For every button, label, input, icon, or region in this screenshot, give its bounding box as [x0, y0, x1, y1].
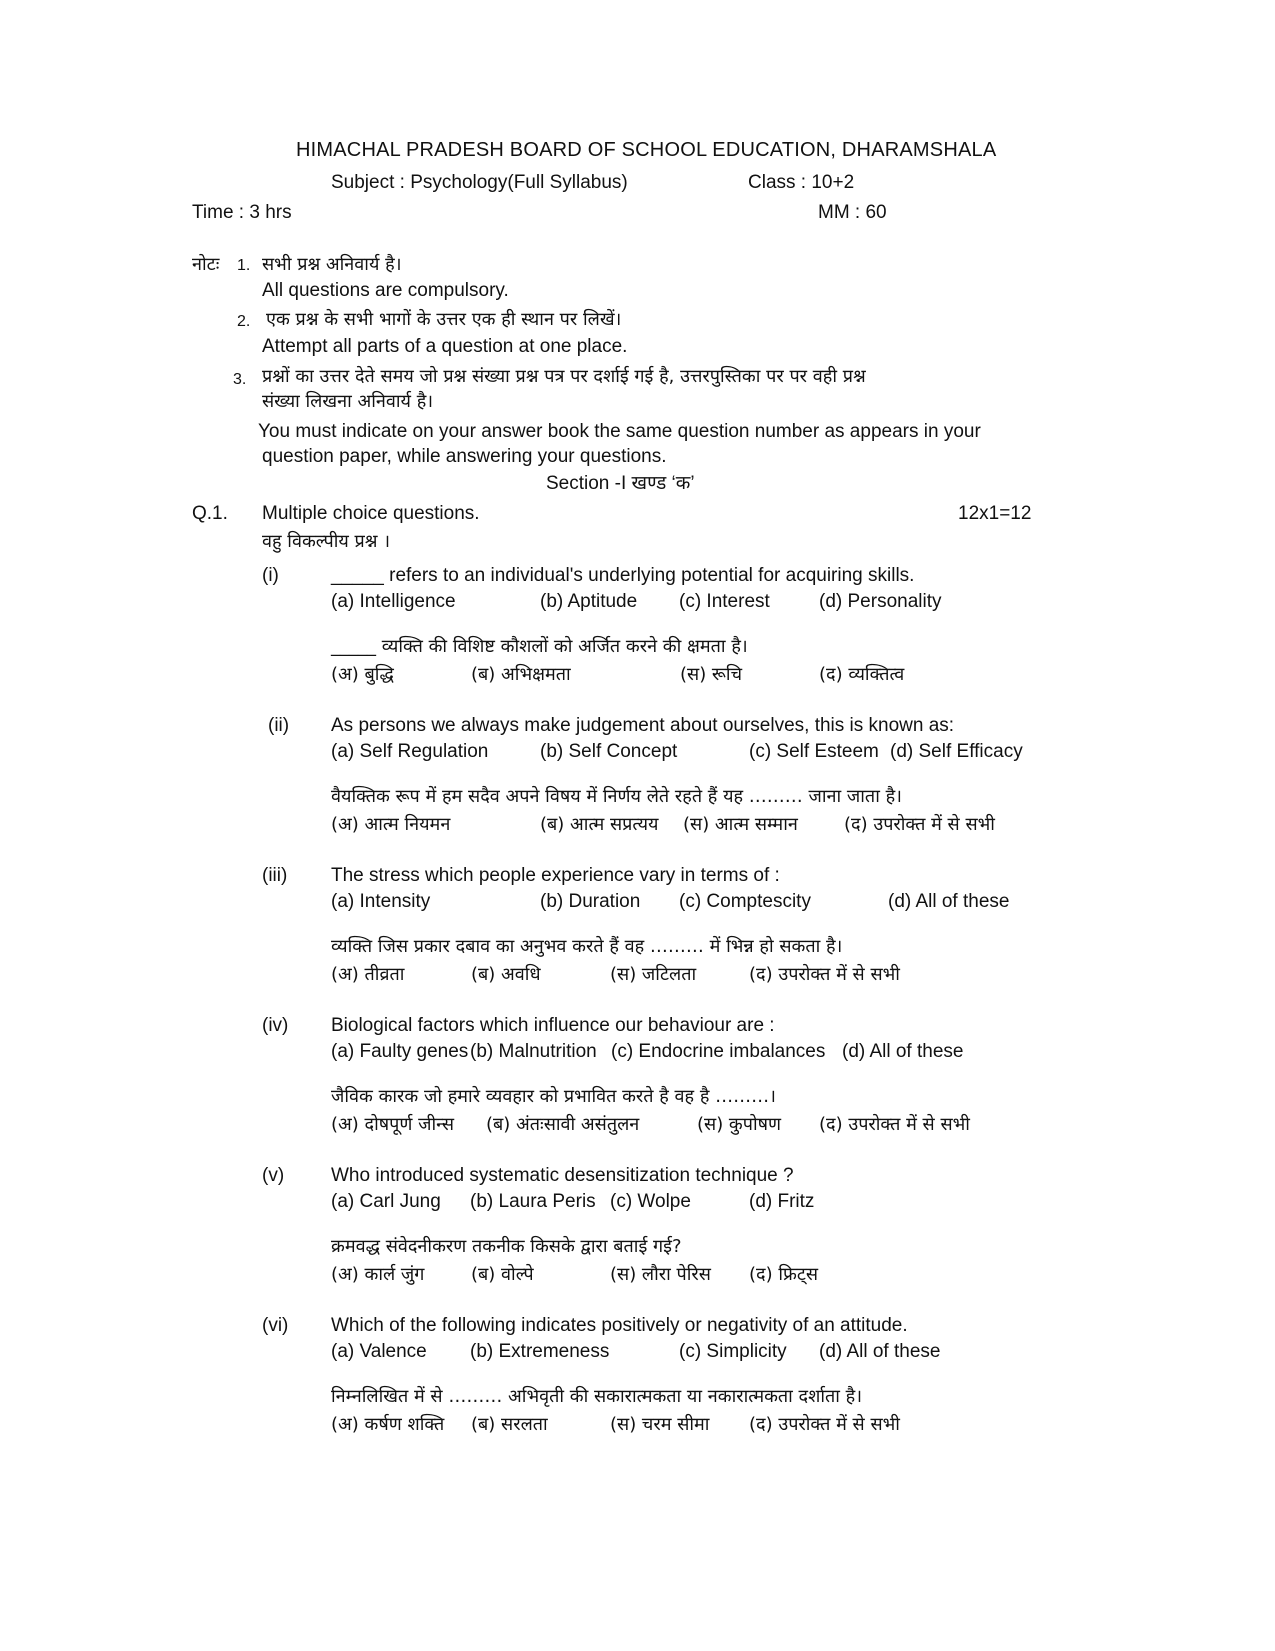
note-text-english: Attempt all parts of a question at one place. — [262, 336, 628, 357]
option-hindi: (द) उपरोक्त में से सभी — [749, 1414, 900, 1435]
option: (b) Aptitude — [540, 591, 638, 612]
part-number: (ii) — [268, 715, 290, 736]
board-title: HIMACHAL PRADESH BOARD OF SCHOOL EDUCATION, DHARAMSHALA — [296, 139, 997, 161]
option: (b) Extremeness — [470, 1341, 610, 1362]
option-hindi: (ब) आत्म सप्रत्यय — [540, 814, 659, 835]
note-text-hindi: सभी प्रश्न अनिवार्य है। — [262, 254, 402, 275]
question-text-hindi: निम्नलिखित में से ……… अभिवृती की सकारात्मकता या नकारात्मकता दर्शाता है। — [331, 1386, 863, 1407]
option-hindi: (अ) दोषपूर्ण जीन्स — [331, 1114, 455, 1135]
option-hindi: (स) रूचि — [680, 664, 743, 685]
option-hindi: (ब) अभिक्षमता — [471, 664, 571, 685]
question-number: Q.1. — [192, 503, 228, 524]
option-hindi: (ब) सरलता — [471, 1414, 548, 1435]
option-hindi: (अ) तीव्रता — [331, 964, 405, 985]
option: (a) Self Regulation — [331, 741, 489, 762]
option-hindi: (स) चरम सीमा — [610, 1414, 710, 1435]
notes-label: नोटः — [192, 254, 220, 275]
question-text: Which of the following indicates positively or negativity of an attitude. — [331, 1315, 908, 1336]
option-hindi: (अ) आत्म नियमन — [331, 814, 451, 835]
option: (c) Simplicity — [679, 1341, 787, 1362]
option: (a) Faulty genes — [331, 1041, 469, 1062]
question-text-hindi: वैयक्तिक रूप में हम सदैव अपने विषय में निर्णय लेते रहते हैं यह ……… जाना जाता है। — [331, 786, 902, 807]
question-title: Multiple choice questions. — [262, 503, 480, 524]
part-number: (iv) — [262, 1015, 289, 1036]
part-number: (v) — [262, 1165, 285, 1186]
class-label: Class : 10+2 — [748, 172, 855, 193]
option: (a) Intelligence — [331, 591, 456, 612]
note-text-english: question paper, while answering your questions. — [262, 446, 667, 467]
question-text-hindi: जैविक कारक जो हमारे व्यवहार को प्रभावित करते है वह है ………। — [331, 1086, 776, 1107]
question-text: Biological factors which influence our behaviour are : — [331, 1015, 775, 1036]
option: (d) All of these — [888, 891, 1010, 912]
option-hindi: (द) उपरोक्त में से सभी — [844, 814, 995, 835]
question-text: As persons we always make judgement about ourselves, this is known as: — [331, 715, 955, 736]
note-text-hindi: एक प्रश्न के सभी भागों के उत्तर एक ही स्थान पर लिखें। — [266, 309, 622, 330]
part-number: (iii) — [262, 865, 288, 886]
option-hindi: (द) फ्रिट्स — [749, 1264, 819, 1285]
option: (b) Duration — [540, 891, 641, 912]
option-hindi: (ब) अंतःसावी असंतुलन — [486, 1114, 640, 1135]
option-hindi: (स) आत्म सम्मान — [683, 814, 798, 835]
option: (c) Self Esteem — [749, 741, 879, 762]
option-hindi: (द) व्यक्तित्व — [819, 664, 905, 685]
option-hindi: (स) लौरा पेरिस — [610, 1264, 711, 1285]
option-hindi: (अ) बुद्धि — [331, 664, 394, 685]
option-hindi: (ब) अवधि — [471, 964, 541, 985]
part-number: (i) — [262, 565, 279, 586]
option: (c) Wolpe — [610, 1191, 691, 1212]
option: (d) Fritz — [749, 1191, 815, 1212]
question-text-hindi: क्रमवद्ध संवेदनीकरण तकनीक किसके द्वारा बताई गई? — [331, 1236, 682, 1257]
note-number: 3. — [233, 371, 247, 388]
note-text-hindi: संख्या लिखना अनिवार्य है। — [262, 391, 434, 412]
option-hindi: (स) जटिलता — [610, 964, 697, 985]
question-text-hindi: व्यक्ति जिस प्रकार दबाव का अनुभव करते हैं वह ……… में भिन्न हो सकता है। — [331, 936, 843, 957]
option: (b) Laura Peris — [470, 1191, 596, 1212]
time-label: Time : 3 hrs — [192, 202, 292, 223]
note-number: 2. — [237, 313, 251, 330]
option-hindi: (द) उपरोक्त में से सभी — [749, 964, 900, 985]
note-text-english: All questions are compulsory. — [262, 280, 509, 301]
option: (b) Self Concept — [540, 741, 678, 762]
question-text: _____ refers to an individual's underlying potential for acquiring skills. — [331, 565, 915, 586]
option: (d) All of these — [842, 1041, 964, 1062]
option-hindi: (अ) कार्ल जुंग — [331, 1264, 425, 1285]
subject-label: Subject : Psychology(Full Syllabus) — [331, 172, 628, 193]
question-title-hindi: वहु विकल्पीय प्रश्न । — [262, 531, 391, 552]
note-number: 1. — [237, 257, 251, 274]
question-marks: 12x1=12 — [958, 503, 1032, 524]
part-number: (vi) — [262, 1315, 289, 1336]
option: (c) Endocrine imbalances — [611, 1041, 826, 1062]
option: (a) Intensity — [331, 891, 431, 912]
option: (c) Comptescity — [679, 891, 811, 912]
option-hindi: (अ) कर्षण शक्ति — [331, 1414, 445, 1435]
question-text-hindi: _____ व्यक्ति की विशिष्ट कौशलों को अर्जित करने की क्षमता है। — [331, 636, 748, 657]
section-heading: Section -I खण्ड ‘क’ — [546, 473, 695, 494]
option: (d) All of these — [819, 1341, 941, 1362]
question-text: Who introduced systematic desensitization technique ? — [331, 1165, 794, 1186]
option: (a) Valence — [331, 1341, 427, 1362]
question-text: The stress which people experience vary in terms of : — [331, 865, 780, 886]
option: (b) Malnutrition — [470, 1041, 597, 1062]
option-hindi: (स) कुपोषण — [697, 1114, 782, 1135]
note-text-hindi: प्रश्नों का उत्तर देते समय जो प्रश्न संख्या प्रश्न पत्र पर दर्शाई गई है, उत्तरपुस्तिका पर पर वही प्रश्न — [262, 366, 866, 387]
option-hindi: (द) उपरोक्त में से सभी — [819, 1114, 970, 1135]
max-marks-label: MM : 60 — [818, 202, 887, 223]
option: (d) Personality — [819, 591, 942, 612]
option: (d) Self Efficacy — [890, 741, 1023, 762]
option-hindi: (ब) वोल्पे — [471, 1264, 534, 1285]
note-text-english: You must indicate on your answer book the same question number as appears in your — [258, 421, 981, 442]
option: (c) Interest — [679, 591, 770, 612]
option: (a) Carl Jung — [331, 1191, 441, 1212]
